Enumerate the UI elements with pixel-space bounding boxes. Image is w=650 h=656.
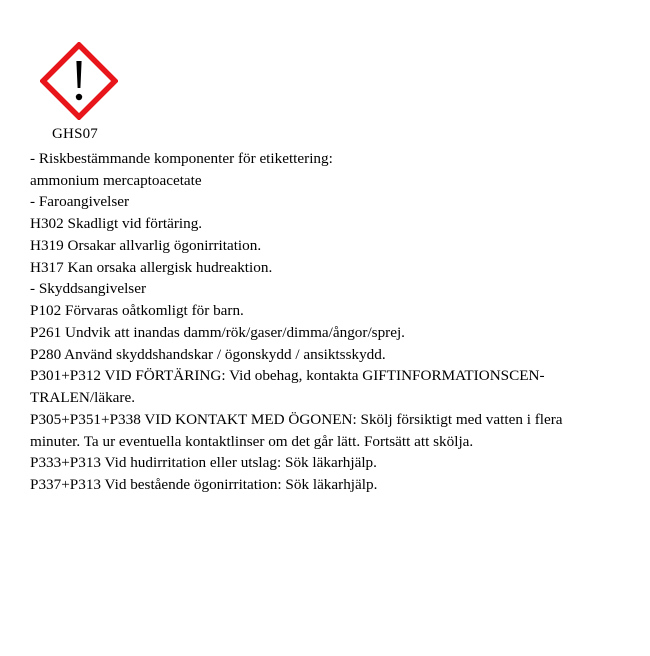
text-line: P261 Undvik att inandas damm/rök/gaser/dimma/ångor/sprej. — [30, 323, 405, 341]
text-line: P333+P313 Vid hudirritation eller utslag: Sök läkarhjälp. — [30, 454, 377, 472]
text-line: P102 Förvaras oåtkomligt för barn. — [30, 302, 244, 320]
text-line: - Skyddsangivelser — [30, 280, 146, 298]
text-line: P280 Använd skyddshandskar / ögonskydd / ansiktsskydd. — [30, 345, 386, 363]
text-line: H317 Kan orsaka allergisk hudreaktion. — [30, 258, 273, 276]
text-line: TRALEN/läkare. — [30, 389, 136, 407]
text-line: ammonium mercaptoacetate — [30, 171, 202, 189]
hazard-statements-text — [30, 148, 622, 496]
text-line: H319 Orsakar allvarlig ögonirritation. — [30, 236, 262, 254]
pictogram-code-label: GHS07 — [52, 126, 99, 142]
text-line: - Faroangivelser — [30, 193, 130, 211]
hazard-pictogram-block — [30, 42, 190, 143]
text-line: minuter. Ta ur eventuella kontaktlinser om det går lätt. Fortsätt att skölja. — [30, 432, 474, 450]
text-line: H302 Skadligt vid förtäring. — [30, 215, 203, 233]
text-line: P337+P313 Vid bestående ögonirritation: Sök läkarhjälp. — [30, 476, 378, 494]
exclamation-mark-hazard-pictogram — [40, 42, 118, 120]
text-line: - Riskbestämmande komponenter för etikettering: — [30, 150, 333, 167]
text-line: P301+P312 VID FÖRTÄRING: Vid obehag, kontakta GIFTINFORMATIONSCEN- — [30, 367, 545, 385]
text-line: P305+P351+P338 VID KONTAKT MED ÖGONEN: Skölj försiktigt med vatten i flera — [30, 410, 563, 428]
